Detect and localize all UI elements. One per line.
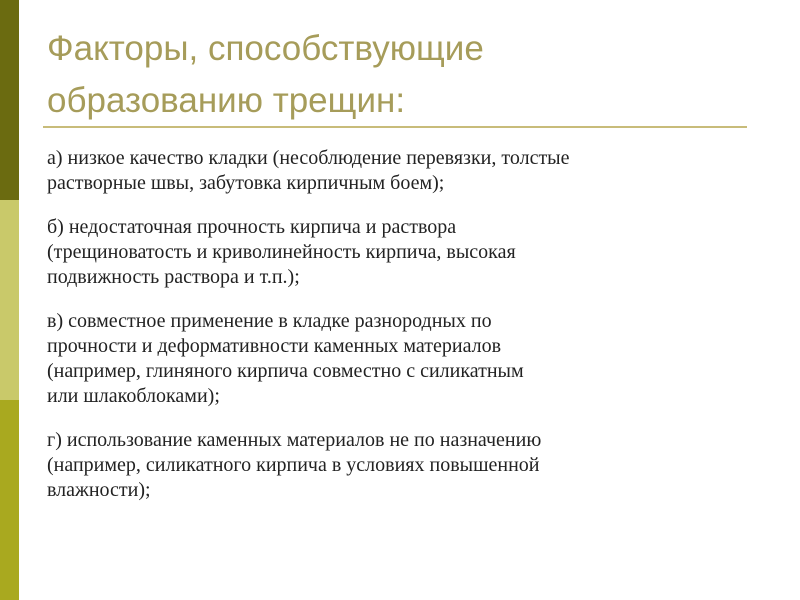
list-item-line: прочности и деформативности каменных материалов [47, 335, 502, 357]
title-divider [43, 126, 747, 128]
side-accent-bar [0, 0, 19, 600]
side-bar-segment-top [0, 0, 19, 200]
list-item-line: в) совместное применение в кладке разнородных по [47, 310, 492, 332]
list-item-line: растворные швы, забутовка кирпичным боем); [47, 172, 445, 194]
list-item-v [47, 309, 767, 409]
slide-title-line: Факторы, способствующие [47, 29, 484, 68]
list-item-a [47, 146, 767, 196]
list-item-line: (например, глиняного кирпича совместно с силикатным [47, 360, 524, 382]
list-item-line: подвижность раствора и т.п.); [47, 266, 300, 288]
list-item-line: или шлакоблоками); [47, 385, 220, 407]
list-item-line: г) использование каменных материалов не по назначению [47, 429, 542, 451]
slide-title [47, 23, 747, 127]
list-item-b [47, 215, 767, 290]
list-item-line: (трещиноватость и криволинейность кирпича, высокая [47, 241, 516, 263]
list-item-line: влажности); [47, 479, 151, 501]
slide-title-line: образованию трещин: [47, 81, 406, 120]
list-item-line: (например, силикатного кирпича в условиях повышенной [47, 454, 540, 476]
list-item-line: а) низкое качество кладки (несоблюдение перевязки, толстые [47, 147, 570, 169]
slide-content [47, 146, 767, 522]
list-item-line: б) недостаточная прочность кирпича и раствора [47, 216, 457, 238]
side-bar-segment-middle [0, 200, 19, 400]
side-bar-segment-bottom [0, 400, 19, 600]
list-item-g [47, 428, 767, 503]
